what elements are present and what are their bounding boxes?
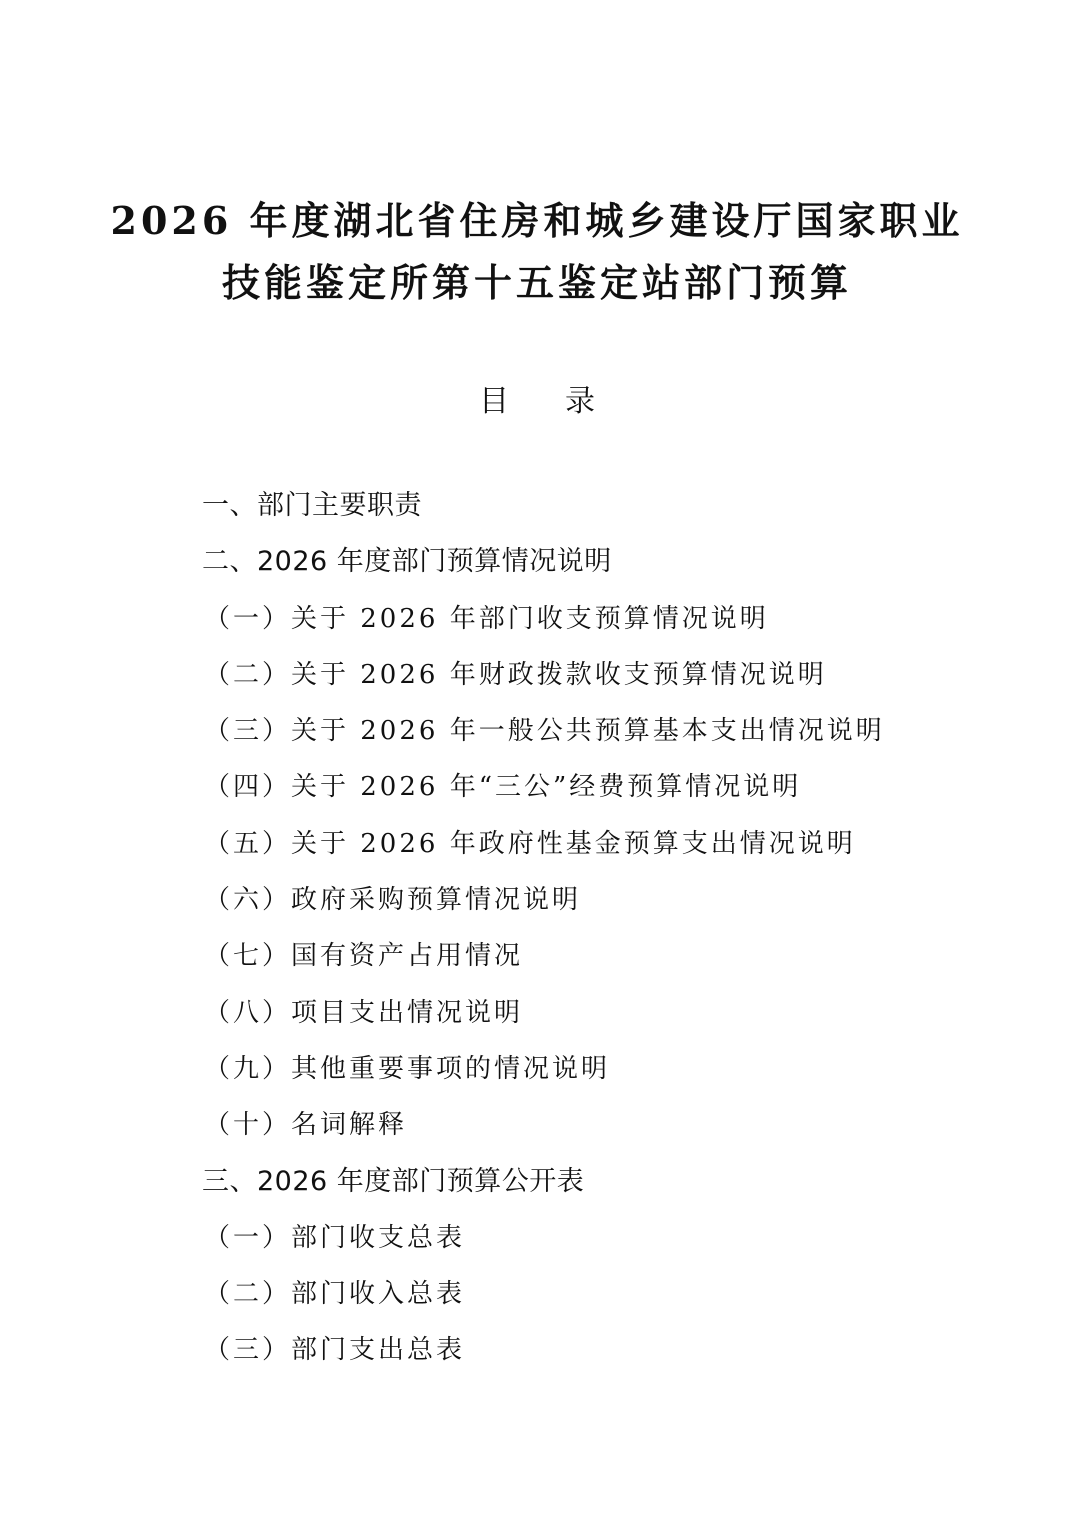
document-title-line-1: 2026 年度湖北省住房和城乡建设厅国家职业 — [110, 198, 964, 243]
document-title-line-2: 技能鉴定所第十五鉴定站部门预算 — [221, 260, 852, 305]
toc-subitem: （一）关于 2026 年部门收支预算情况说明 — [204, 603, 769, 634]
toc-subitem: （九）其他重要事项的情况说明 — [204, 1053, 611, 1084]
toc-subitem: （三）部门支出总表 — [204, 1335, 466, 1366]
toc-subitem: （十）名词解释 — [204, 1110, 408, 1141]
toc-subitem: （三）关于 2026 年一般公共预算基本支出情况说明 — [204, 716, 885, 747]
toc-subitem: （八）项目支出情况说明 — [204, 997, 524, 1028]
table-of-contents — [0, 478, 1074, 1379]
toc-item: 一、部门主要职责 — [202, 490, 422, 521]
toc-subitem: （七）国有资产占用情况 — [204, 941, 524, 972]
toc-heading: 目录 — [479, 384, 651, 419]
toc-subitem: （二）部门收入总表 — [204, 1279, 466, 1310]
toc-subitem: （一）部门收支总表 — [204, 1222, 466, 1253]
toc-subitem: （四）关于 2026 年“三公”经费预算情况说明 — [204, 772, 802, 803]
toc-item: 二、2026 年度部门预算情况说明 — [202, 546, 612, 578]
toc-subitem: （二）关于 2026 年财政拨款收支预算情况说明 — [204, 659, 827, 690]
toc-subitem: （六）政府采购预算情况说明 — [204, 885, 582, 916]
toc-subitem: （五）关于 2026 年政府性基金预算支出情况说明 — [204, 828, 856, 859]
toc-item: 三、2026 年度部门预算公开表 — [202, 1165, 585, 1197]
